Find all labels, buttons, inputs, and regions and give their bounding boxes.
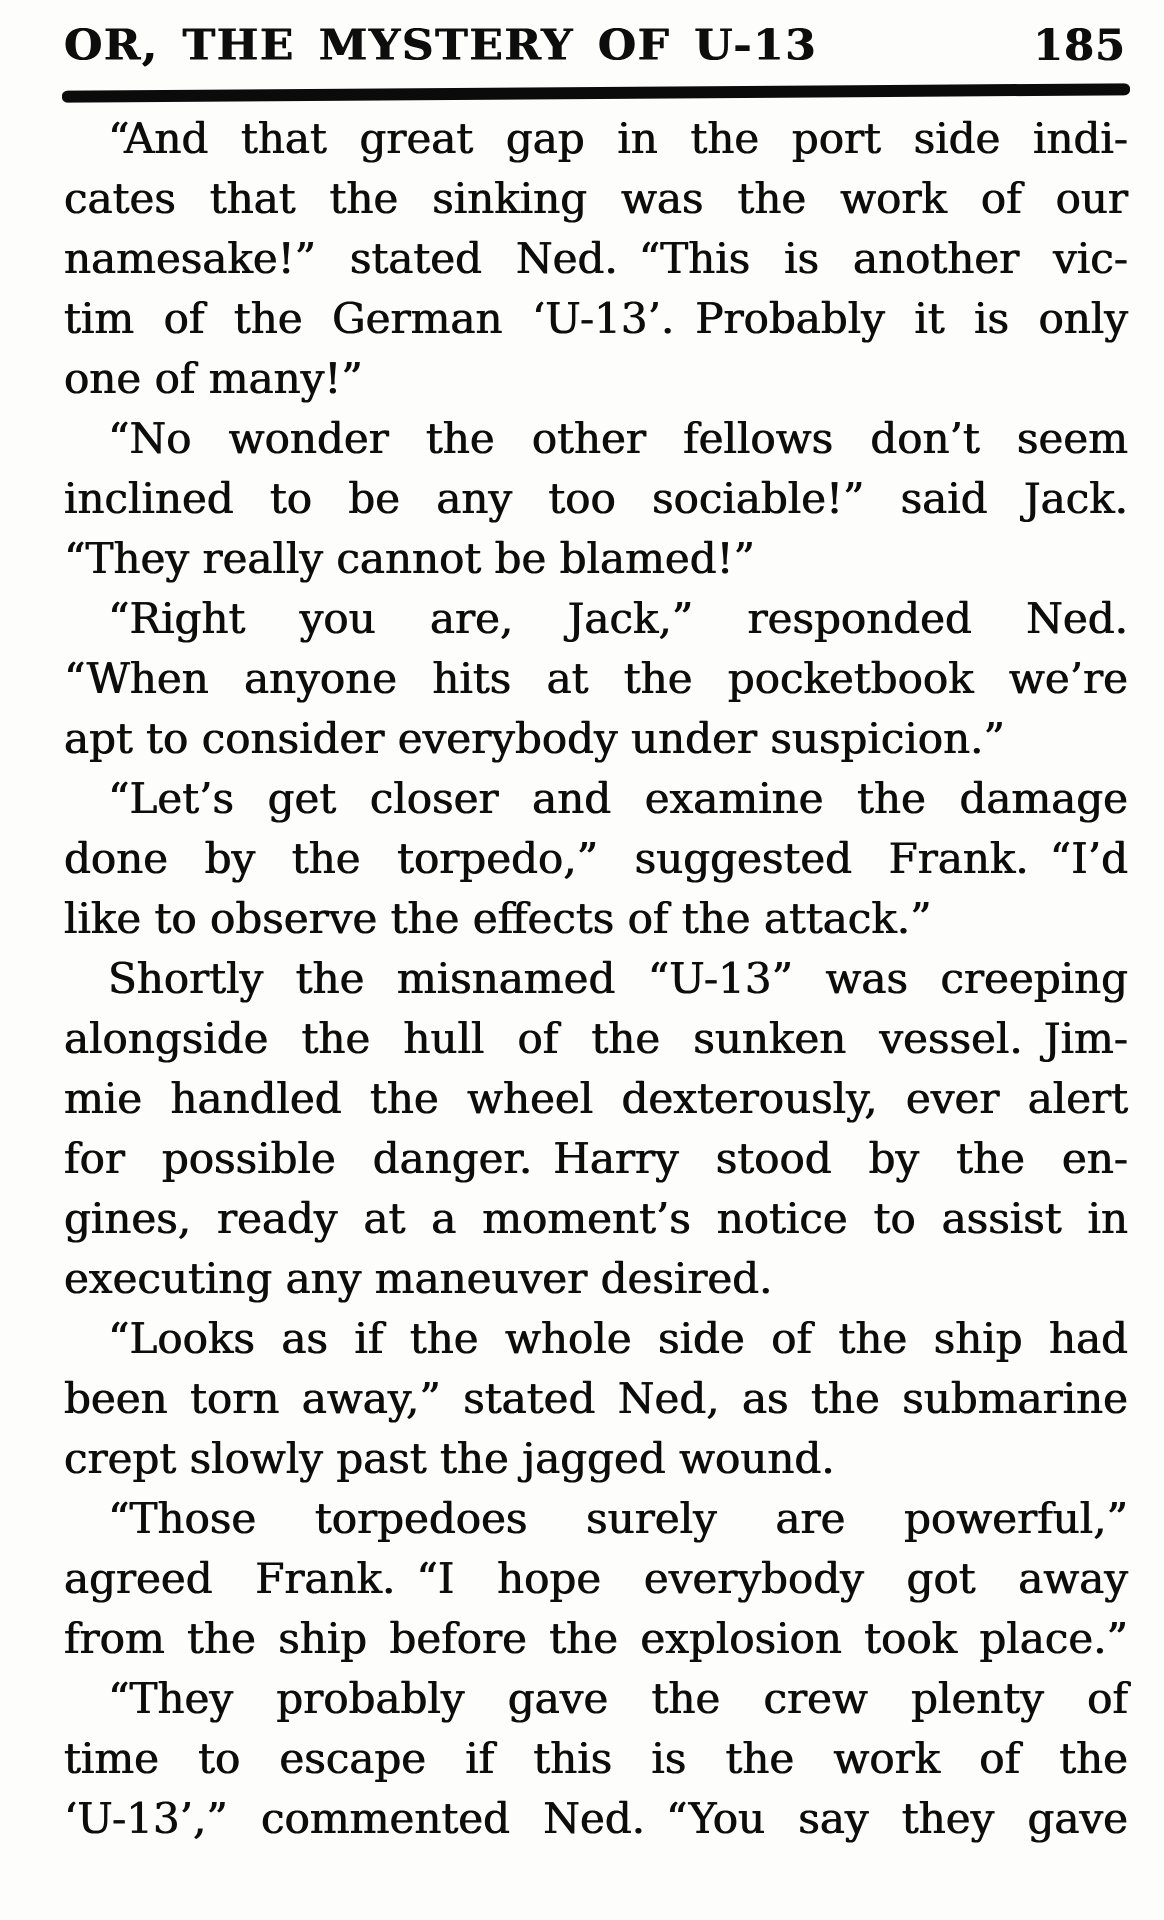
text-line: like to observe the effects of the attack.” xyxy=(64,894,932,943)
text-line: namesake!” stated Ned. “This is another vic- xyxy=(64,234,1128,283)
text-line: “They probably gave the crew plenty of xyxy=(108,1674,1128,1723)
text-line: Shortly the misnamed “U-13” was creeping xyxy=(108,954,1128,1003)
text-line: from the ship before the explosion took place.” xyxy=(64,1614,1128,1663)
text-line: “They really cannot be blamed!” xyxy=(64,534,755,583)
paragraph xyxy=(64,1309,1128,1489)
text-line: tim of the German ‘U-13’. Probably it is only xyxy=(64,294,1128,343)
text-line: agreed Frank. “I hope everybody got away xyxy=(64,1554,1128,1603)
paragraph xyxy=(64,949,1128,1309)
text-line: “Right you are, Jack,” responded Ned. xyxy=(108,594,1128,643)
text-line: “Those torpedoes surely are powerful,” xyxy=(108,1494,1128,1543)
running-title: OR, THE MYSTERY OF U-13 xyxy=(64,21,818,70)
paragraph xyxy=(64,109,1128,409)
text-line: been torn away,” stated Ned, as the submarine xyxy=(64,1374,1128,1423)
text-line: “Let’s get closer and examine the damage xyxy=(108,774,1128,823)
text-line: “When anyone hits at the pocketbook we’re xyxy=(64,654,1128,703)
text-line: for possible danger. Harry stood by the en- xyxy=(64,1134,1128,1183)
paragraph xyxy=(64,1669,1128,1849)
text-line: inclined to be any too sociable!” said Jack. xyxy=(64,474,1128,523)
page-body xyxy=(64,109,1128,1849)
paragraph xyxy=(64,589,1128,769)
text-line: “No wonder the other fellows don’t seem xyxy=(108,414,1128,463)
text-line: alongside the hull of the sunken vessel. Jim- xyxy=(64,1014,1128,1063)
text-line: gines, ready at a moment’s notice to assist in xyxy=(64,1194,1128,1243)
text-line: “And that great gap in the port side indi- xyxy=(108,114,1128,163)
paragraph xyxy=(64,1489,1128,1669)
text-line: ‘U-13’,” commented Ned. “You say they gave xyxy=(64,1794,1128,1843)
text-line: time to escape if this is the work of the xyxy=(64,1734,1128,1783)
paragraph xyxy=(64,769,1128,949)
header-divider-rule xyxy=(62,83,1130,102)
text-line: mie handled the wheel dexterously, ever alert xyxy=(64,1074,1128,1123)
text-line: crept slowly past the jagged wound. xyxy=(64,1434,835,1483)
page-number: 185 xyxy=(1033,21,1126,71)
text-line: apt to consider everybody under suspicion.” xyxy=(64,714,1005,763)
text-line: done by the torpedo,” suggested Frank. “I’d xyxy=(64,834,1128,883)
text-line: cates that the sinking was the work of our xyxy=(64,174,1128,223)
text-line: one of many!” xyxy=(64,354,363,403)
page-header xyxy=(64,21,1126,71)
text-line: executing any maneuver desired. xyxy=(64,1254,773,1303)
paragraph xyxy=(64,409,1128,589)
text-line: “Looks as if the whole side of the ship had xyxy=(108,1314,1128,1363)
